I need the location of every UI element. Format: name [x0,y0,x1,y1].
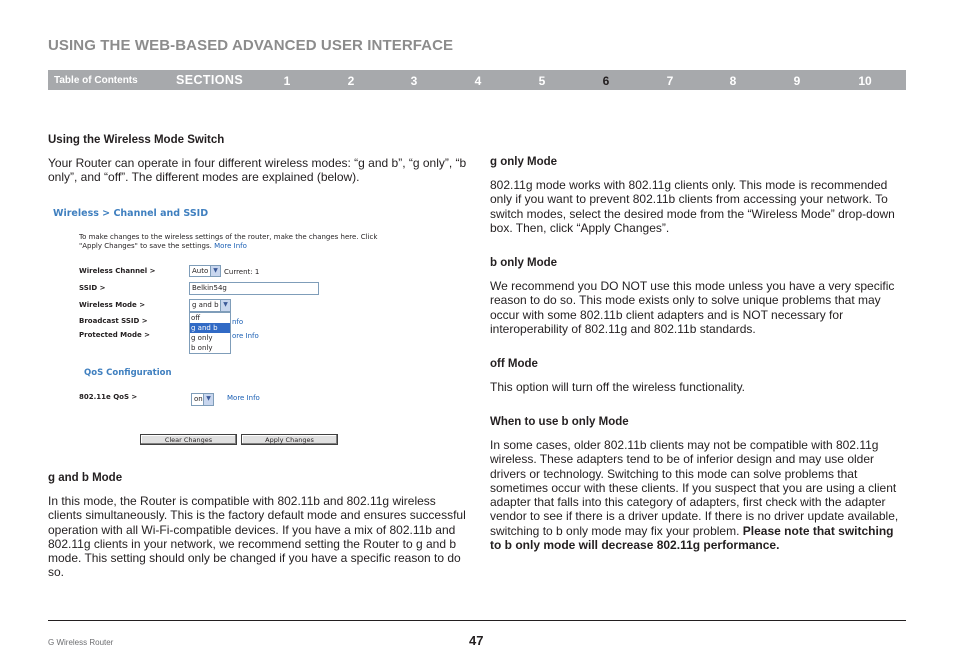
section-link-2[interactable]: 2 [347,74,355,88]
g-only-mode-paragraph: 802.11g mode works with 802.11g clients only. This mode is recommended only if you want to prevent 802.11b clients from accessing your network. To switch modes, select the desired mode from the “Wireless Mode” drop-down box. Then, click “Apply Changes”. [490,178,895,235]
footer-product-name: G Wireless Router [48,638,114,647]
b-only-mode-heading: b only Mode [490,257,558,269]
ssid-input[interactable]: Belkin54g [189,282,319,295]
qos-more-info-link[interactable]: More Info [227,394,260,402]
mode-option-b-only[interactable]: b only [191,344,213,352]
broadcast-more-info-link[interactable]: nfo [232,318,244,326]
footer-divider [48,620,906,621]
clear-changes-button[interactable]: Clear Changes [140,434,237,445]
broadcast-ssid-label: Broadcast SSID > [79,317,148,325]
section-link-5[interactable]: 5 [538,74,546,88]
sections-label: SECTIONS [176,73,244,87]
chevron-down-icon: ▼ [210,266,220,276]
screenshot-instructions [79,233,399,251]
wireless-mode-label: Wireless Mode > [79,301,146,309]
qos-select[interactable] [191,393,214,406]
section-link-6-active[interactable]: 6 [602,74,610,88]
wireless-mode-dropdown-list [189,312,231,354]
when-to-use-b-only-heading: When to use b only Mode [490,416,629,428]
intro-paragraph: Your Router can operate in four different wireless modes: “g and b”, “g only”, “b only”, and “off”. The different modes are explained (below). [48,156,467,185]
section-nav-bar [48,70,906,90]
ssid-label: SSID > [79,284,106,292]
page-number: 47 [469,633,484,648]
channel-value: Auto [192,267,209,275]
wireless-mode-value: g and b [192,301,219,309]
instructions-text: To make changes to the wireless settings of the router, make the changes here. Click "Apply Changes" to save the settings. [79,233,378,250]
qos-label: 802.11e QoS > [79,393,138,401]
qos-configuration-title: QoS Configuration [84,368,172,378]
section-link-3[interactable]: 3 [410,74,418,88]
wireless-mode-switch-heading: Using the Wireless Mode Switch [48,134,225,146]
when-to-use-b-only-paragraph [490,438,908,552]
chevron-down-icon: ▼ [203,394,213,405]
b-only-mode-paragraph: We recommend you DO NOT use this mode unless you have a very specific reason to do so. This mode exists only to solve unique problems that may occur with some 802.11b client adapters and is NOT necessary for interoperability of 802.11g and 802.11b standards. [490,279,895,336]
section-link-4[interactable]: 4 [474,74,482,88]
section-link-1[interactable]: 1 [283,74,291,88]
table-of-contents-link[interactable]: Table of Contents [54,75,138,86]
section-link-8[interactable]: 8 [729,74,737,88]
off-mode-paragraph: This option will turn off the wireless functionality. [490,380,746,394]
performance-warning-text: Please note that switching to b only mode will decrease 802.11g performance. [490,523,894,553]
mode-option-g-and-b[interactable]: g and b [190,323,230,333]
page-header-title: USING THE WEB-BASED ADVANCED USER INTERFACE [48,37,454,54]
mode-option-g-only[interactable]: g only [191,334,213,342]
protected-more-info-link[interactable]: ore Info [232,332,259,340]
screenshot-page-title: Wireless > Channel and SSID [53,208,209,219]
when-to-use-text: In some cases, older 802.11b clients may not be compatible with 802.11g wireless. These adapters tend to be of inferior design and may use older drivers or technology. Switching to this mode can solve problems that sometimes occur with these clients. If you suspect that you are using a client adapter that falls into this category of adapters, first check with the adapter vendor to see if there is a driver update. If there is no driver update available, switching to b only mode may fix your problem. [490,438,899,538]
instructions-more-info-link[interactable]: More Info [214,242,247,250]
chevron-down-icon: ▼ [220,300,230,311]
wireless-channel-select[interactable] [189,265,221,277]
g-only-mode-heading: g only Mode [490,156,558,168]
router-settings-screenshot [52,205,452,455]
wireless-channel-label: Wireless Channel > [79,267,156,275]
section-link-10[interactable]: 10 [858,74,872,88]
apply-changes-button[interactable]: Apply Changes [241,434,338,445]
current-channel-text: Current: 1 [224,268,260,276]
protected-mode-label: Protected Mode > [79,331,151,339]
g-and-b-mode-paragraph: In this mode, the Router is compatible with 802.11b and 802.11g wireless clients simultaneously. This is the factory default mode and ensures successful operation with all Wi-Fi-compatible devices. If you have a mix of 802.11b and 802.11g clients in your network, we recommend setting the Router to g and b mode. This setting should only be changed if you have a specific reason to do so. [48,494,466,580]
qos-value: on [194,395,203,403]
section-link-7[interactable]: 7 [666,74,674,88]
wireless-mode-select[interactable] [189,299,231,312]
mode-option-off[interactable]: off [191,314,201,322]
g-and-b-mode-heading: g and b Mode [48,472,123,484]
off-mode-heading: off Mode [490,358,538,370]
section-link-9[interactable]: 9 [793,74,801,88]
